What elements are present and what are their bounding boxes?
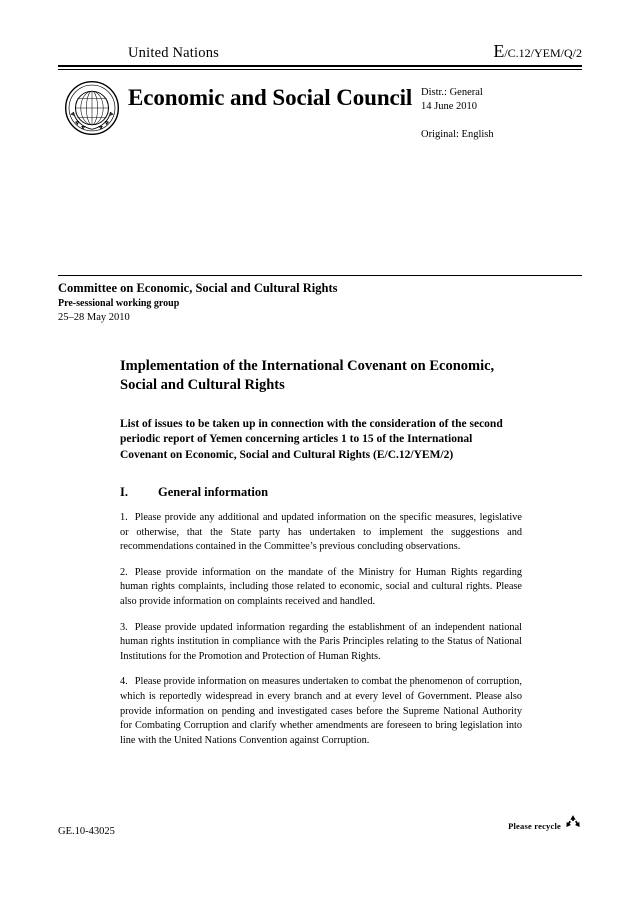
paragraph-number: 4. [120,676,128,688]
paragraph-number: 2. [120,566,128,578]
committee-subtitle: Pre-sessional working group [58,297,180,309]
recycle-icon [564,814,582,837]
document-content [58,40,582,759]
section-number: I. [120,485,128,499]
organization-name: United Nations [128,45,219,61]
document-symbol [493,41,582,62]
section-heading [120,485,522,500]
paragraph-text: Please provide information on measures undertaken to combat the phenomenon of corruption, which is reportedly widespread in every branch and at every level of Government. Please also provide information on pending and investigated cases before the Supreme National Authority for Combating Corruption and clarify whether amendments are foreseen to bring legislation into line with the United Nations Convention against Corruption. [120,676,522,746]
document-subtitle: List of issues to be taken up in connection with the consideration of the second periodic report of Yemen concerning articles 1 to 15 of the International Covenant on Economic, Social and Cultural Rights (E/C.12/YEM/2) [120,417,503,461]
distribution-date: 14 June 2010 [421,100,477,112]
ge-code: GE.10-43025 [58,826,115,837]
paragraph-2 [120,566,522,610]
un-emblem-icon [64,80,120,136]
section-title: General information [158,485,269,499]
document-symbol-suffix: /C.12/YEM/Q/2 [504,46,582,60]
committee-block [58,281,582,325]
paragraph-number: 3. [120,621,128,633]
paragraph-text: Please provide updated information regarding the establishment of an independent national human rights institution in compliance with the Paris Principles relating to the Status of National Institutions for the Promotion and Protection of Human Rights. [120,621,522,662]
page-footer [58,814,582,837]
distribution-block [421,86,483,114]
masthead-top [58,40,582,62]
document-body [120,357,522,749]
council-title-block [128,84,412,112]
committee-dates: 25–28 May 2010 [58,311,130,323]
distribution-label: Distr.: General [421,86,483,98]
committee-rule [58,275,582,276]
masthead-body [58,70,582,175]
paragraph-3 [120,621,522,665]
paragraph-number: 1. [120,512,128,523]
document-symbol-prefix: E [493,41,505,61]
paragraph-text: Please provide information on the mandate of the Ministry for Human Rights regarding human rights complaints, including those related to economic, social and cultural rights. Please also provide information on complaints received and handled. [120,566,522,607]
paragraph-4 [120,675,522,748]
council-title: Economic and Social Council [128,84,413,110]
masthead-rule-thick [58,65,582,67]
paragraph-text: Please provide any additional and updated information on the specific measures, legislative or otherwise, that the State party has undertaken to implement the suggestions and recommendations contained in the Committee’s previous concluding observations. [120,512,522,553]
page-title: Implementation of the International Covenant on Economic, Social and Cultural Rights [120,357,495,393]
recycle-notice [508,814,582,837]
committee-name: Committee on Economic, Social and Cultural Rights [58,280,338,295]
paragraph-1 [120,511,522,555]
recycle-label: Please recycle [508,820,561,831]
original-language: Original: English [421,128,494,140]
